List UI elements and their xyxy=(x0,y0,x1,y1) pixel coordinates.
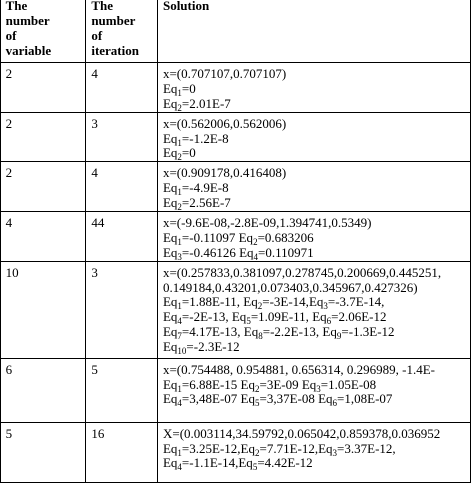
solution-text: Eq xyxy=(302,377,316,392)
equation-index: 4 xyxy=(177,398,182,408)
equation-index: 2 xyxy=(255,448,260,458)
solution-text: =6.88E-15 xyxy=(182,377,241,392)
solution-text: Eq xyxy=(318,391,332,406)
equation-index: 1 xyxy=(177,448,182,458)
header-iterations-line: of xyxy=(91,29,157,44)
equation-index: 6 xyxy=(327,316,332,326)
equation-index: 3 xyxy=(333,448,338,458)
table-row xyxy=(0,162,471,212)
solution-text: =7.71E-12, xyxy=(259,441,318,456)
table-body xyxy=(0,63,471,483)
equation-index: 2 xyxy=(253,237,258,247)
solution-text: =-2.3E-12 xyxy=(186,339,239,354)
header-variables-line: number xyxy=(6,14,86,29)
solution-text: =-0.11097 xyxy=(182,230,239,245)
solution-text: Eq xyxy=(238,455,252,470)
solution-text: =-3E-14, xyxy=(262,294,309,309)
solution-text: Eq xyxy=(163,294,177,309)
equation-index: 6 xyxy=(333,398,338,408)
solution-text: =3.25E-12, xyxy=(182,441,241,456)
solution-text: Eq xyxy=(239,230,253,245)
solution-text: =2.56E-7 xyxy=(182,195,231,210)
solution-text: Eq xyxy=(163,441,177,456)
cell-variables: 2 xyxy=(0,63,86,113)
solution-text: Eq xyxy=(309,294,323,309)
solution-line xyxy=(163,82,470,97)
solution-line xyxy=(163,196,470,211)
solution-line xyxy=(163,442,470,457)
solution-text: x=(0.562006,0.562006) xyxy=(163,116,286,131)
equation-index: 5 xyxy=(253,462,258,472)
equation-index: 2 xyxy=(177,152,182,161)
solution-text: x=(0.754488, 0.954881, 0.656314, 0.296989, -1.4E- xyxy=(163,362,435,377)
solution-text: Eq xyxy=(163,324,177,339)
equation-index: 9 xyxy=(337,331,342,341)
solution-line xyxy=(163,295,470,310)
solution-text: Eq xyxy=(163,309,177,324)
solution-line xyxy=(163,325,470,340)
cell-solution xyxy=(157,261,470,358)
solution-text: =-2E-13, xyxy=(182,309,232,324)
solution-text: =-2.2E-13, xyxy=(263,324,323,339)
solution-text: =-1.2E-8 xyxy=(182,131,229,146)
header-iterations-line: iteration xyxy=(91,44,157,59)
solution-text: =-1.1E-14, xyxy=(182,455,238,470)
solution-text: =2.06E-12 xyxy=(331,309,386,324)
solution-text: Eq xyxy=(243,294,257,309)
solution-text: =3E-09 xyxy=(259,377,301,392)
solution-text: =0.110971 xyxy=(258,245,314,260)
solution-line xyxy=(163,456,470,471)
cell-variables: 5 xyxy=(0,422,86,482)
solution-text: x=(0.707107,0.707107) xyxy=(163,66,286,81)
solution-text: =1.09E-11, xyxy=(251,309,312,324)
solution-text: =0.683206 xyxy=(258,230,314,245)
cell-iterations: 3 xyxy=(86,112,158,162)
cell-iterations: 4 xyxy=(86,63,158,113)
cell-solution xyxy=(157,63,470,113)
solution-text: Eq xyxy=(163,391,177,406)
header-solution xyxy=(157,0,470,63)
solution-text: =0 xyxy=(182,145,196,160)
solution-text: 0.149184,0.43201,0.073403,0.345967,0.427326) xyxy=(163,280,418,295)
equation-index: 1 xyxy=(177,237,182,247)
solution-text: =3,37E-08 xyxy=(259,391,318,406)
equation-index: 7 xyxy=(177,331,182,341)
solution-text: =4.17E-13, xyxy=(182,324,244,339)
solution-text: Eq xyxy=(163,377,177,392)
solution-line xyxy=(163,146,470,161)
solution-text: x=(0.909178,0.416408) xyxy=(163,165,286,180)
solution-text: Eq xyxy=(244,324,258,339)
table-row xyxy=(0,261,471,358)
table-row xyxy=(0,212,471,262)
solution-line xyxy=(163,181,470,196)
solution-text: x=(-9.6E-08,-2.8E-09,1.394741,0.5349) xyxy=(163,215,371,230)
solution-line xyxy=(163,231,470,246)
solution-text: Eq xyxy=(163,96,177,111)
equation-index: 1 xyxy=(177,384,182,394)
solution-line xyxy=(163,166,470,181)
header-variables-line: variable xyxy=(6,44,86,59)
solution-text: Eq xyxy=(241,391,255,406)
cell-iterations: 3 xyxy=(86,261,158,358)
solution-text: Eq xyxy=(163,180,177,195)
solution-line xyxy=(163,378,470,393)
solution-line xyxy=(163,363,470,378)
cell-iterations: 5 xyxy=(86,358,158,422)
solution-line xyxy=(163,281,470,296)
solution-text: Eq xyxy=(163,131,177,146)
equation-index: 1 xyxy=(177,88,182,98)
solution-text: X=(0.003114,34.59792,0.065042,0.859378,0.036952 xyxy=(163,426,440,441)
header-variables-line: The xyxy=(6,0,86,14)
solution-line xyxy=(163,392,470,407)
solution-text: Eq xyxy=(322,324,336,339)
solution-line xyxy=(163,310,470,325)
solution-text: Eq xyxy=(163,145,177,160)
header-variables xyxy=(0,0,86,63)
equation-index: 3 xyxy=(316,384,321,394)
cell-solution xyxy=(157,112,470,162)
solution-text: x=(0.257833,0.381097,0.278745,0.200669,0.445251, xyxy=(163,265,441,280)
equation-index: 1 xyxy=(177,138,182,148)
equation-index: 5 xyxy=(246,316,251,326)
header-iterations-line: number xyxy=(91,14,157,29)
header-variables-line: of xyxy=(6,29,86,44)
equation-index: 3 xyxy=(177,252,182,261)
solution-text: Eq xyxy=(163,81,177,96)
equation-index: 1 xyxy=(177,187,182,197)
solution-line xyxy=(163,117,470,132)
solution-line xyxy=(163,427,470,442)
equation-index: 2 xyxy=(255,384,260,394)
solution-line xyxy=(163,246,470,261)
solution-text: =-4.9E-8 xyxy=(182,180,229,195)
cell-iterations: 4 xyxy=(86,162,158,212)
solution-text: Eq xyxy=(239,245,253,260)
header-iterations xyxy=(86,0,158,63)
table-header-row xyxy=(0,0,471,63)
solution-text: =0 xyxy=(182,81,196,96)
solution-line xyxy=(163,97,470,112)
table-row xyxy=(0,358,471,422)
cell-iterations: 16 xyxy=(86,422,158,482)
solution-text: Eq xyxy=(163,230,177,245)
header-iterations-line: The xyxy=(91,0,157,14)
equation-index: 2 xyxy=(258,301,263,311)
cell-variables: 2 xyxy=(0,162,86,212)
header-solution-label: Solution xyxy=(163,0,470,14)
cell-variables: 4 xyxy=(0,212,86,262)
cell-variables: 2 xyxy=(0,112,86,162)
solution-line xyxy=(163,340,470,355)
solution-text: Eq xyxy=(312,309,326,324)
solution-text: =3,48E-07 xyxy=(182,391,241,406)
solution-text: =3.37E-12, xyxy=(337,441,396,456)
solution-text: =-3.7E-14, xyxy=(328,294,384,309)
solution-line xyxy=(163,266,470,281)
table-row xyxy=(0,63,471,113)
solution-text: Eq xyxy=(318,441,332,456)
solution-text: =-0.46126 xyxy=(182,245,239,260)
solution-line xyxy=(163,132,470,147)
solution-text: =1,08E-07 xyxy=(337,391,392,406)
solution-text: Eq xyxy=(163,245,177,260)
cell-variables: 10 xyxy=(0,261,86,358)
equation-index: 4 xyxy=(177,462,182,472)
table-row xyxy=(0,422,471,482)
equation-index: 10 xyxy=(177,346,186,356)
solution-text: =4.42E-12 xyxy=(257,455,312,470)
equation-index: 8 xyxy=(258,331,263,341)
equation-index: 4 xyxy=(177,316,182,326)
solution-text: Eq xyxy=(241,441,255,456)
solution-text: Eq xyxy=(163,339,177,354)
table-row xyxy=(0,112,471,162)
equation-index: 2 xyxy=(177,103,182,112)
cell-solution xyxy=(157,162,470,212)
equation-index: 1 xyxy=(177,301,182,311)
cell-variables: 6 xyxy=(0,358,86,422)
solution-text: =-1.3E-12 xyxy=(341,324,394,339)
solution-text: Eq xyxy=(232,309,246,324)
solution-text: =1.88E-11, xyxy=(182,294,243,309)
cell-solution xyxy=(157,212,470,262)
equation-index: 3 xyxy=(323,301,328,311)
solution-text: Eq xyxy=(241,377,255,392)
solution-text: =2.01E-7 xyxy=(182,96,231,111)
equation-index: 4 xyxy=(254,252,259,261)
solution-line xyxy=(163,67,470,82)
solution-text: =1.05E-08 xyxy=(321,377,376,392)
equation-index: 2 xyxy=(177,202,182,211)
solution-text: Eq xyxy=(163,195,177,210)
solution-text: Eq xyxy=(163,455,177,470)
solution-line xyxy=(163,216,470,231)
cell-solution xyxy=(157,358,470,422)
equation-index: 5 xyxy=(255,398,260,408)
cell-iterations: 44 xyxy=(86,212,158,262)
cell-solution xyxy=(157,422,470,482)
